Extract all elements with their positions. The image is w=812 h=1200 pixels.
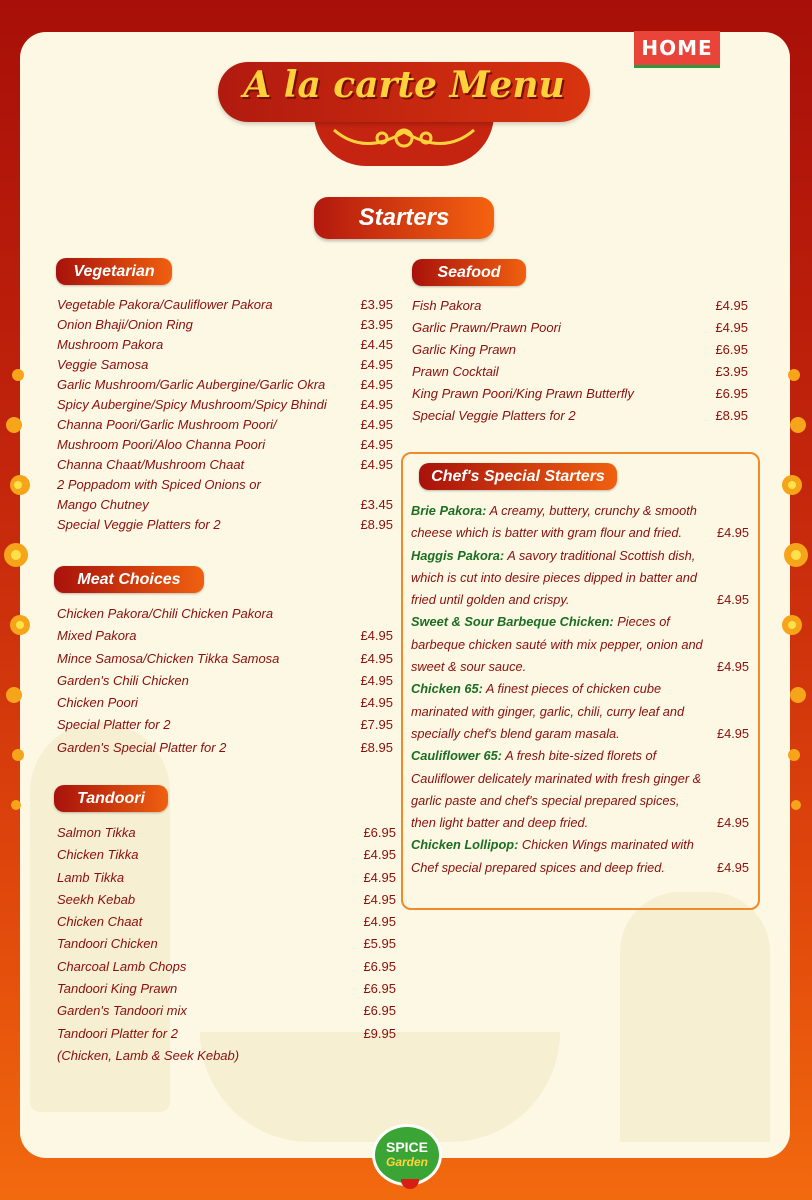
menu-item: Garden's Chili Chicken £4.95 (57, 672, 393, 688)
menu-item: Sweet & Sour Barbeque Chicken: Pieces of barbeque chicken sauté with mix pepper, onion and sweet & sour sauce. £4.95 (411, 614, 749, 675)
page-title: A la carte Menu (243, 64, 565, 106)
vegetarian-list (57, 295, 393, 535)
logo-line-2: Garden (385, 1155, 428, 1169)
menu-item: Tandoori Platter for 2 £9.95 (57, 1025, 396, 1041)
menu-item: Special Veggie Platters for 2 £8.95 (412, 408, 748, 423)
vegetarian-heading: Vegetarian (56, 258, 172, 285)
menu-item: Chicken 65: A finest pieces of chicken cube marinated with ginger, garlic, chili, curry leaf and specially chef's blend garam masala. £4.95 (411, 681, 749, 741)
right-floral-border (776, 355, 812, 835)
starters-heading: Starters (314, 197, 494, 239)
menu-item: Veggie Samosa £4.95 (57, 357, 393, 372)
meat-choices-heading: Meat Choices (54, 566, 204, 593)
menu-item: Vegetable Pakora/Cauliflower Pakora £3.95 (57, 297, 393, 312)
menu-item: Chicken Tikka £4.95 (57, 847, 396, 863)
title-swirl-ornament (324, 116, 484, 156)
tandoori-list (57, 822, 396, 1067)
menu-item: Garlic Mushroom/Garlic Aubergine/Garlic Okra £4.95 (57, 377, 393, 392)
seafood-list (412, 295, 748, 427)
chili-icon (401, 1179, 419, 1189)
menu-item: Mushroom Pakora £4.45 (57, 337, 393, 352)
menu-item: Mixed Pakora £4.95 (57, 628, 393, 644)
background-watermark-tower (620, 892, 770, 1142)
menu-item: Fish Pakora £4.95 (412, 298, 748, 313)
menu-item: Garlic Prawn/Prawn Poori £4.95 (412, 320, 748, 335)
menu-item: Salmon Tikka £6.95 (57, 825, 396, 840)
menu-item: (Chicken, Lamb & Seek Kebab) (57, 1047, 240, 1063)
home-button[interactable]: HOME (634, 31, 720, 68)
menu-item: Cauliflower 65: A fresh bite-sized florets of Cauliflower delicately marinated with fresh ginger & garlic paste and chef's special prepared spices, then light batter and deep fried. £4.95 (411, 748, 749, 831)
menu-item: Spicy Aubergine/Spicy Mushroom/Spicy Bhindi £4.95 (57, 397, 393, 412)
menu-item: Special Veggie Platters for 2 £8.95 (57, 517, 393, 532)
menu-item: Mushroom Poori/Aloo Channa Poori £4.95 (57, 437, 393, 452)
menu-item: Brie Pakora: A creamy, buttery, crunchy & smooth cheese which is batter with gram flour and fried. £4.95 (411, 503, 749, 541)
menu-item: Chicken Chaat £4.95 (57, 914, 396, 930)
menu-item: Tandoori King Prawn £6.95 (57, 981, 396, 997)
menu-item: Mango Chutney £3.45 (57, 497, 393, 512)
menu-item: Garden's Tandoori mix £6.95 (57, 1003, 396, 1019)
menu-item: Chicken Poori £4.95 (57, 695, 393, 711)
menu-item: Seekh Kebab £4.95 (57, 891, 396, 907)
menu-item: Special Platter for 2 £7.95 (57, 717, 393, 733)
menu-item: Lamb Tikka £4.95 (57, 869, 396, 885)
seafood-heading: Seafood (412, 259, 526, 286)
menu-item: Channa Chaat/Mushroom Chaat £4.95 (57, 457, 393, 472)
left-floral-border (0, 355, 36, 835)
menu-item: Garden's Special Platter for 2 £8.95 (57, 739, 393, 755)
menu-item: Haggis Pakora: A savory traditional Scottish dish, which is cut into desire pieces dipped in batter and fried until golden and crispy. £4.95 (411, 547, 749, 608)
menu-item: Charcoal Lamb Chops £6.95 (57, 958, 396, 974)
menu-item: 2 Poppadom with Spiced Onions or (57, 477, 261, 492)
menu-item: King Prawn Poori/King Prawn Butterfly £6.95 (412, 386, 748, 401)
menu-item: Onion Bhaji/Onion Ring £3.95 (57, 317, 393, 332)
menu-item: Garlic King Prawn £6.95 (412, 342, 748, 357)
meat-choices-list (57, 603, 393, 759)
tandoori-heading: Tandoori (54, 785, 168, 812)
menu-item: Channa Poori/Garlic Mushroom Poori/ £4.95 (57, 417, 393, 432)
menu-title-banner (218, 54, 590, 172)
menu-item: Tandoori Chicken £5.95 (57, 936, 396, 952)
chefs-special-list (411, 500, 749, 879)
logo-line-1: SPICE (385, 1139, 428, 1155)
spice-garden-logo[interactable] (372, 1124, 442, 1186)
menu-item: Prawn Cocktail £3.95 (412, 364, 748, 379)
menu-item: Chicken Lollipop: Chicken Wings marinated with Chef special prepared spices and deep fried. £4.95 (411, 837, 749, 875)
menu-item: Chicken Pakora/Chili Chicken Pakora (57, 606, 274, 621)
menu-item: Mince Samosa/Chicken Tikka Samosa £4.95 (57, 650, 393, 666)
chefs-special-heading: Chef's Special Starters (419, 463, 617, 490)
